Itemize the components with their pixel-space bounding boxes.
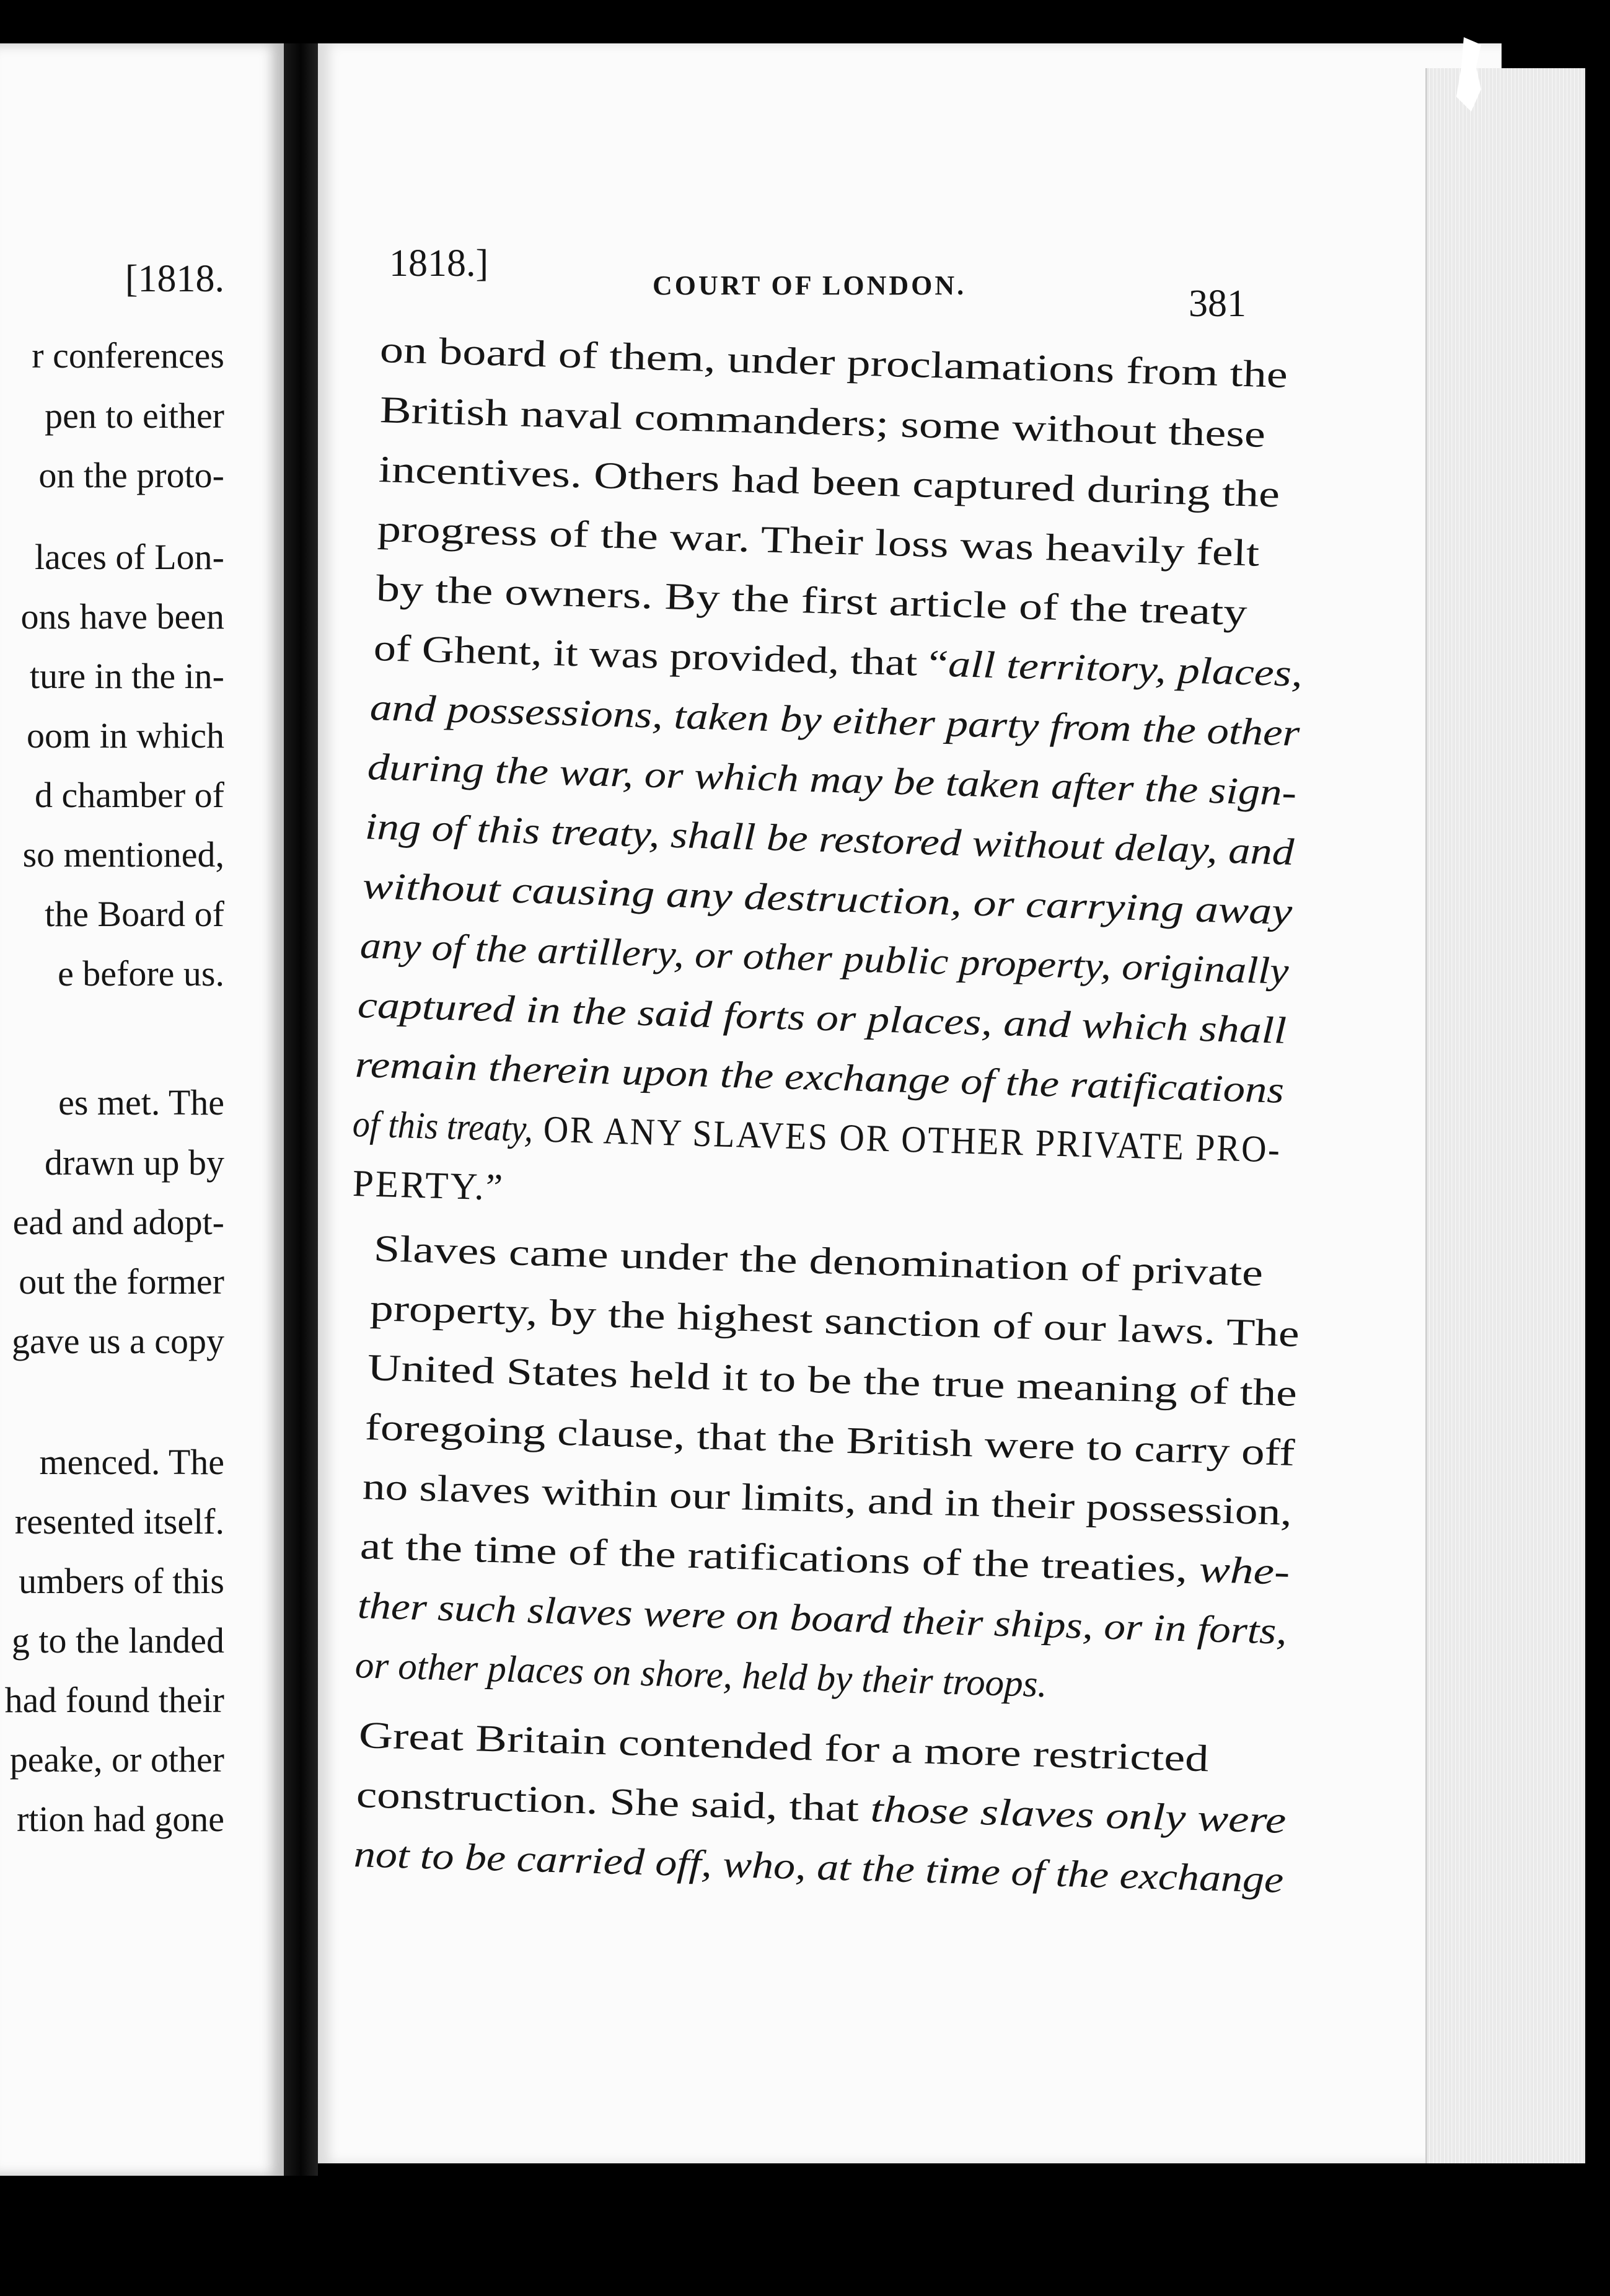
italic-text: during the war, or which may be taken after the sign- <box>367 746 1297 814</box>
left-text-line: ture in the in- <box>29 656 224 696</box>
body-text-line <box>352 1162 505 1210</box>
italic-text: without causing any destruction, or carrying away <box>362 865 1293 933</box>
roman-text: construction. She said, that <box>356 1774 871 1830</box>
left-text-line: menced. The <box>39 1442 224 1482</box>
body-text-line <box>353 1833 1284 1902</box>
body-text-line <box>379 389 1266 457</box>
italic-text: ther such slaves were on board their ships, or in forts, <box>357 1585 1288 1653</box>
book-gutter <box>284 43 318 2176</box>
small-caps-text: OR ANY SLAVES OR OTHER PRIVATE PRO- <box>532 1108 1282 1171</box>
roman-text: on board of them, under proclamations from the <box>379 329 1288 396</box>
body-text-line <box>362 1465 1293 1535</box>
left-text-line: rtion had gone <box>16 1799 224 1839</box>
body-text-line <box>369 1287 1300 1356</box>
left-text-line: oom in which <box>27 715 224 756</box>
roman-text: by the owners. By the first article of the treaty <box>376 568 1248 634</box>
left-text-line: es met. The <box>58 1082 224 1123</box>
italic-text: captured in the said forts or places, and which shall <box>357 984 1287 1052</box>
roman-text: progress of the war. Their loss was heavily felt <box>377 508 1260 575</box>
italic-text: whe- <box>1198 1548 1291 1593</box>
body-text-line <box>358 1714 1209 1781</box>
left-text-line: umbers of this <box>19 1561 224 1601</box>
body-text-line <box>354 1644 1048 1707</box>
left-page <box>0 43 284 2176</box>
body-text-line <box>379 329 1288 397</box>
running-head-year: 1818.] <box>389 242 489 285</box>
left-text-line: the Board of <box>45 894 224 934</box>
body-text-line <box>364 805 1295 875</box>
body-text-line <box>354 1043 1285 1113</box>
roman-text: foregoing clause, that the British were to carry off <box>364 1406 1296 1474</box>
page-number: 381 <box>1189 283 1246 325</box>
body-text-line <box>369 686 1300 756</box>
left-text-line: drawn up by <box>45 1142 224 1183</box>
body-text-line <box>377 508 1260 576</box>
body-text-line <box>378 448 1280 517</box>
italic-text: of this treaty, <box>352 1103 534 1150</box>
italic-text: those slaves only were <box>869 1788 1287 1842</box>
body-text-line <box>359 1525 1290 1594</box>
running-head-title: COURT OF LONDON. <box>653 270 967 301</box>
book-page-edges <box>1425 68 1585 2163</box>
roman-text: Slaves came under the denomination of private <box>373 1228 1264 1295</box>
body-text-line <box>376 567 1247 635</box>
italic-text: any of the artillery, or other public property, originally <box>359 925 1290 992</box>
roman-text: no slaves within our limits, and in their possession, <box>362 1466 1293 1534</box>
small-caps-text: PERTY.” <box>352 1163 505 1209</box>
left-page-header: [1818. <box>125 258 224 300</box>
body-text-line <box>357 1584 1288 1654</box>
roman-text: of Ghent, it was provided, that “ <box>373 627 949 685</box>
body-text-line <box>362 865 1293 934</box>
body-text-line <box>373 1227 1264 1296</box>
roman-text: at the time of the ratifications of the treaties, <box>359 1526 1200 1591</box>
body-text-line <box>356 1773 1287 1843</box>
body-text-line <box>364 1406 1295 1475</box>
right-page <box>318 43 1502 2163</box>
left-text-line: pen to either <box>45 395 224 436</box>
left-text-line: e before us. <box>58 953 224 994</box>
left-text-line: r conferences <box>32 335 224 376</box>
left-text-line: ead and adopt- <box>12 1202 224 1242</box>
left-text-line: ons have been <box>20 596 224 637</box>
left-text-line: d chamber of <box>35 775 224 815</box>
body-text-line <box>357 984 1287 1053</box>
left-text-line: had found their <box>4 1680 224 1720</box>
body-text-line <box>367 746 1297 815</box>
roman-text: Great Britain contended for a more restricted <box>358 1715 1210 1780</box>
roman-text: United States held it to be the true meaning of the <box>367 1347 1298 1415</box>
left-text-line: so mentioned, <box>22 834 224 875</box>
italic-text: ing of this treaty, shall be restored without delay, and <box>364 806 1295 873</box>
italic-text: or other places on shore, held by their troops. <box>354 1645 1048 1706</box>
left-text-line: on the proto- <box>38 455 224 495</box>
italic-text: remain therein upon the exchange of the ratifications <box>354 1044 1285 1111</box>
body-text-line <box>352 1103 1282 1172</box>
italic-text: not to be carried off, who, at the time of the exchange <box>353 1834 1285 1901</box>
roman-text: incentives. Others had been captured during the <box>378 449 1280 516</box>
roman-text: British naval commanders; some without these <box>379 389 1266 456</box>
body-text-line <box>367 1346 1298 1416</box>
italic-text: and possessions, taken by either party from the other <box>369 687 1301 754</box>
left-text-line: laces of Lon- <box>35 537 224 577</box>
left-text-line: gave us a copy <box>11 1321 224 1361</box>
left-text-line: g to the landed <box>11 1620 224 1661</box>
body-text-line <box>359 924 1289 994</box>
body-text-line <box>373 627 1303 696</box>
left-text-line: resented itself. <box>14 1501 224 1542</box>
left-text-line: out the former <box>19 1261 224 1302</box>
roman-text: property, by the highest sanction of our laws. The <box>369 1287 1300 1355</box>
left-text-line: peake, or other <box>9 1739 224 1780</box>
italic-text: all territory, places, <box>948 643 1303 695</box>
